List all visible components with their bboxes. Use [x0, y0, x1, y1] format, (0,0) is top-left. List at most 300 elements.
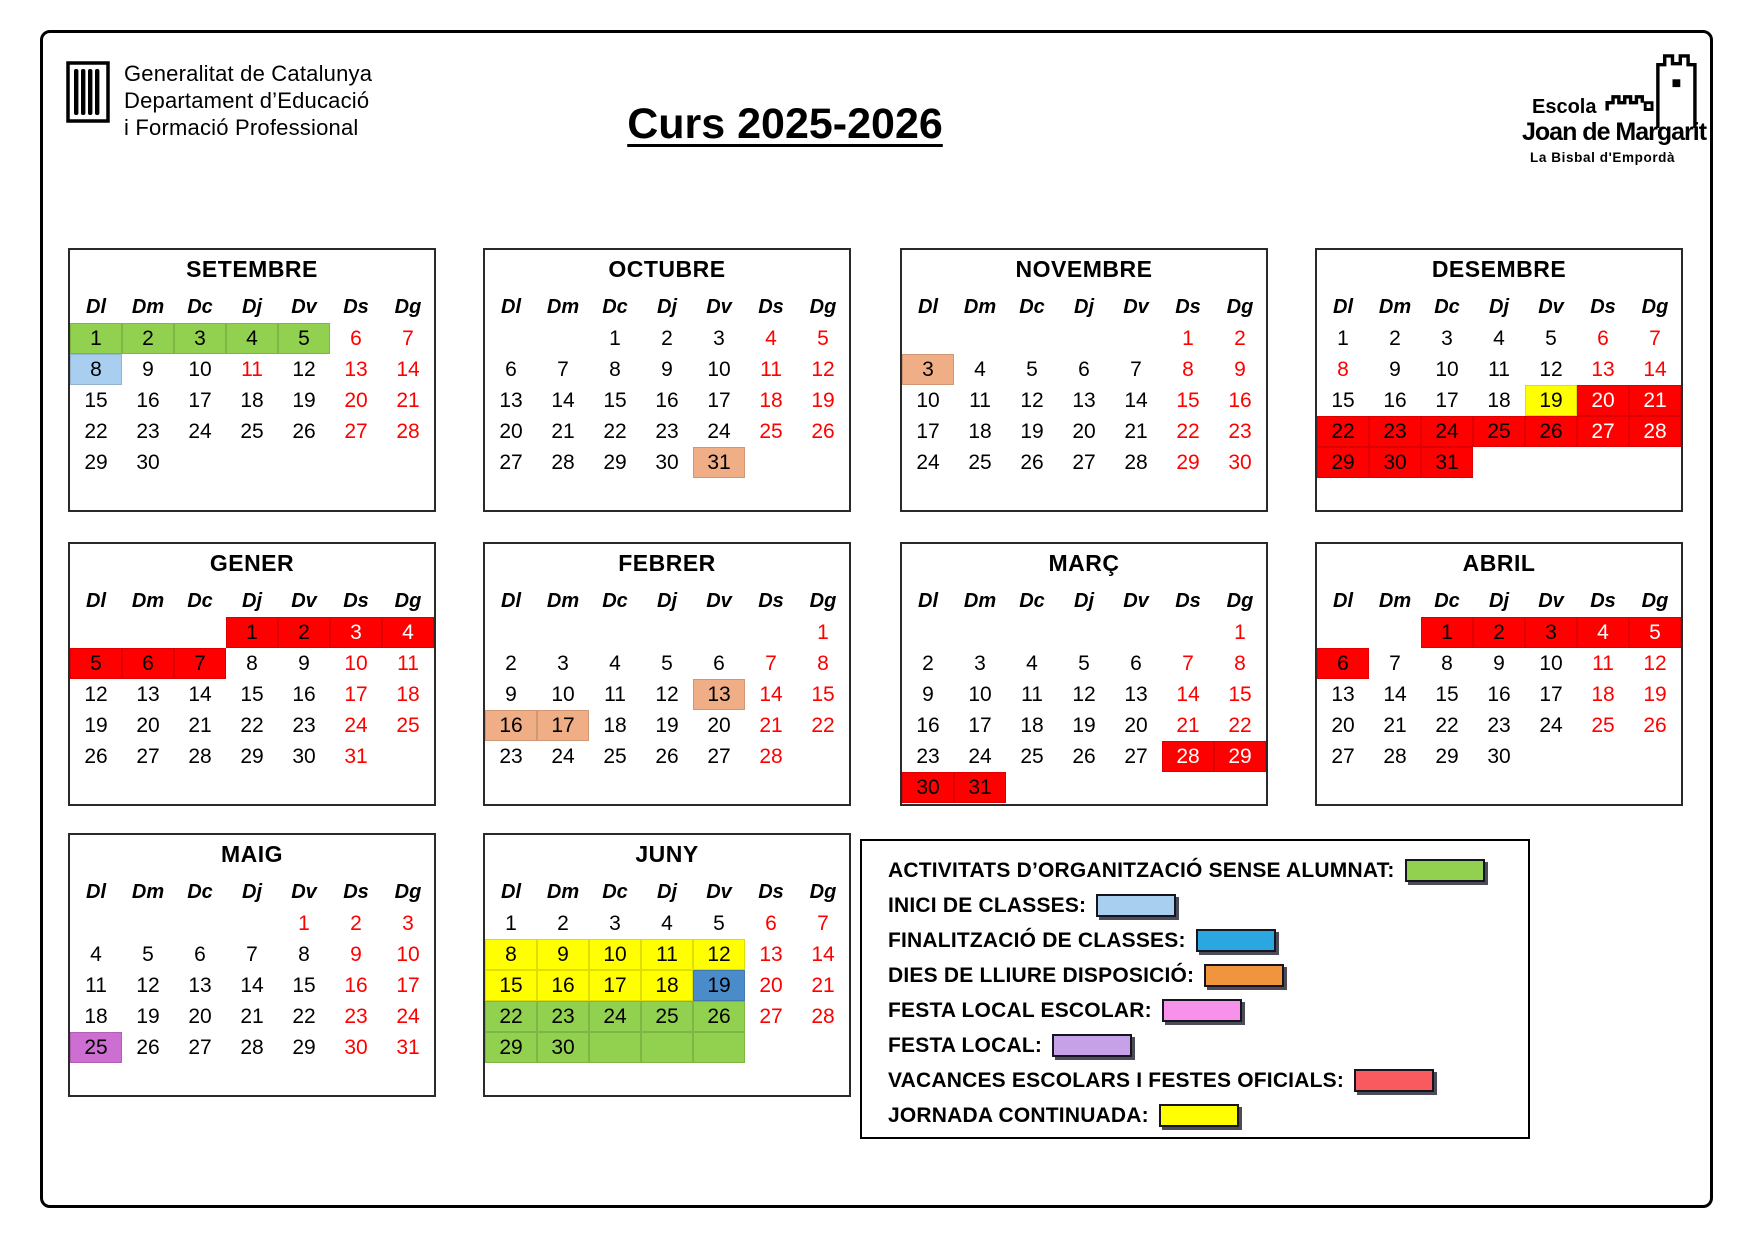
day-cell: 25 — [1473, 416, 1525, 447]
week-row — [485, 617, 849, 648]
day-cell: 5 — [1026, 357, 1038, 381]
day-cell-empty — [1162, 772, 1214, 803]
day-cell-empty — [797, 741, 849, 772]
day-cell: 24 — [968, 744, 992, 768]
day-cell: 10 — [344, 651, 368, 675]
legend-swatch-pink — [1162, 999, 1242, 1022]
day-cell: 6 — [765, 911, 777, 935]
day-cell: 15 — [1435, 682, 1459, 706]
day-cell-empty — [797, 447, 849, 478]
week-row — [1317, 354, 1681, 385]
day-cell: 25 — [603, 744, 627, 768]
legend-swatch-yellow — [1159, 1104, 1239, 1127]
day-cell-empty — [1577, 447, 1629, 478]
day-cell: 28 — [188, 744, 212, 768]
day-cell: 17 — [1435, 388, 1459, 412]
day-cell: 26 — [1643, 713, 1667, 737]
weekday-header: Dc — [187, 590, 213, 612]
day-cell: 29 — [603, 450, 627, 474]
day-cell: 27 — [188, 1035, 212, 1059]
day-cell: 21 — [1383, 713, 1407, 737]
weekday-header-row — [70, 586, 434, 617]
day-cell: 22 — [811, 713, 835, 737]
day-cell: 28 — [1162, 741, 1214, 772]
day-cell: 17 — [396, 973, 420, 997]
weekday-header: Dc — [187, 881, 213, 903]
month-abril — [1315, 542, 1683, 806]
day-cell: 11 — [241, 357, 263, 381]
legend-swatch-red_legend — [1354, 1069, 1434, 1092]
weekday-header: Dl — [86, 590, 106, 612]
weekday-header: Dv — [291, 881, 317, 903]
calendar-juny — [485, 877, 849, 1063]
day-cell: 9 — [142, 357, 154, 381]
week-row — [1317, 679, 1681, 710]
day-cell: 6 — [122, 648, 174, 679]
weekday-header: Dl — [918, 296, 938, 318]
day-cell: 1 — [226, 617, 278, 648]
day-cell: 21 — [1629, 385, 1681, 416]
month-title-marc: MARÇ — [1048, 550, 1120, 576]
day-cell: 16 — [655, 388, 679, 412]
calendar-desembre — [1317, 292, 1681, 478]
day-cell: 19 — [292, 388, 316, 412]
week-row — [70, 939, 434, 970]
day-cell: 9 — [505, 682, 517, 706]
weekday-header: Dg — [394, 590, 422, 612]
day-cell: 18 — [84, 1004, 108, 1028]
day-cell: 7 — [817, 911, 829, 935]
weekday-header: Dj — [1074, 296, 1094, 318]
day-cell: 7 — [174, 648, 226, 679]
week-row — [70, 1032, 434, 1063]
day-cell: 16 — [916, 713, 940, 737]
legend-label: FINALITZACIÓ DE CLASSES: — [888, 928, 1186, 952]
legend-label: JORNADA CONTINUADA: — [888, 1103, 1149, 1127]
day-cell: 9 — [537, 939, 589, 970]
day-cell: 19 — [655, 713, 679, 737]
org-name — [124, 60, 372, 141]
day-cell: 10 — [589, 939, 641, 970]
day-cell: 27 — [136, 744, 160, 768]
day-cell: 21 — [811, 973, 835, 997]
day-cell: 22 — [1176, 419, 1200, 443]
weekday-header-row — [70, 292, 434, 323]
day-cell-empty — [485, 323, 537, 354]
day-cell: 4 — [974, 357, 986, 381]
week-row — [1317, 710, 1681, 741]
day-cell: 31 — [344, 744, 368, 768]
day-cell: 21 — [240, 1004, 264, 1028]
weekday-header: Dv — [1538, 590, 1564, 612]
day-cell: 11 — [760, 357, 782, 381]
day-cell-empty — [382, 447, 434, 478]
day-cell-empty — [122, 908, 174, 939]
day-cell: 9 — [298, 651, 310, 675]
week-row — [70, 908, 434, 939]
day-cell: 24 — [344, 713, 368, 737]
weekday-header: Dm — [546, 881, 580, 903]
day-cell-empty — [589, 617, 641, 648]
day-cell-empty — [693, 1032, 745, 1063]
day-cell: 27 — [707, 744, 731, 768]
month-title-desembre: DESEMBRE — [1431, 256, 1567, 282]
week-row — [70, 416, 434, 447]
weekday-header: Dv — [291, 296, 317, 318]
weekday-header-row — [485, 877, 849, 908]
day-cell: 3 — [974, 651, 986, 675]
week-row — [70, 447, 434, 478]
day-cell: 19 — [84, 713, 108, 737]
day-cell: 8 — [70, 354, 122, 385]
day-cell: 7 — [1389, 651, 1401, 675]
month-febrer — [483, 542, 851, 806]
day-cell: 16 — [1487, 682, 1511, 706]
legend-item — [888, 923, 1528, 958]
weekday-header: Ds — [1590, 296, 1616, 318]
weekday-header: Dc — [187, 296, 213, 318]
legend-label: ACTIVITATS D’ORGANITZACIÓ SENSE ALUMNAT: — [888, 858, 1395, 882]
week-row — [902, 354, 1266, 385]
week-row — [70, 648, 434, 679]
weekday-header: Dl — [501, 296, 521, 318]
day-cell: 13 — [499, 388, 523, 412]
week-row — [70, 1001, 434, 1032]
day-cell: 21 — [1176, 713, 1200, 737]
day-cell: 17 — [968, 713, 992, 737]
month-title-abril: ABRIL — [1462, 550, 1536, 576]
weekday-header: Ds — [1175, 296, 1201, 318]
day-cell: 28 — [811, 1004, 835, 1028]
day-cell-empty — [902, 617, 954, 648]
weekday-header: Dv — [1123, 590, 1149, 612]
day-cell: 10 — [707, 357, 731, 381]
calendar-marc — [902, 586, 1266, 803]
org-line-3: i Formació Professional — [124, 115, 359, 140]
day-cell: 27 — [499, 450, 523, 474]
week-row — [902, 648, 1266, 679]
day-cell: 16 — [136, 388, 160, 412]
weekday-header: Ds — [1590, 590, 1616, 612]
day-cell: 23 — [136, 419, 160, 443]
day-cell: 27 — [759, 1004, 783, 1028]
day-cell-empty — [174, 617, 226, 648]
week-row — [902, 772, 1266, 803]
day-cell: 22 — [240, 713, 264, 737]
week-row — [902, 679, 1266, 710]
day-cell-empty — [485, 617, 537, 648]
weekday-header: Dj — [1074, 590, 1094, 612]
week-row — [485, 970, 849, 1001]
legend-label: FESTA LOCAL: — [888, 1033, 1043, 1057]
month-title-febrer: FEBRER — [618, 550, 716, 576]
weekday-header: Dj — [1489, 590, 1509, 612]
day-cell: 9 — [1493, 651, 1505, 675]
weekday-header: Dm — [131, 881, 165, 903]
day-cell-empty — [1577, 741, 1629, 772]
day-cell: 15 — [292, 973, 316, 997]
day-cell: 28 — [240, 1035, 264, 1059]
day-cell: 27 — [1577, 416, 1629, 447]
day-cell: 20 — [188, 1004, 212, 1028]
day-cell: 16 — [537, 970, 589, 1001]
weekday-header: Dg — [809, 590, 837, 612]
week-row — [70, 741, 434, 772]
day-cell: 24 — [396, 1004, 420, 1028]
day-cell: 24 — [1421, 416, 1473, 447]
weekday-header-row — [1317, 586, 1681, 617]
legend-item — [888, 1028, 1528, 1063]
weekday-header: Dc — [1434, 296, 1460, 318]
day-cell: 4 — [609, 651, 621, 675]
weekday-header: Dm — [1378, 590, 1412, 612]
day-cell: 14 — [759, 682, 783, 706]
day-cell: 1 — [70, 323, 122, 354]
day-cell-empty — [1369, 617, 1421, 648]
week-row — [70, 323, 434, 354]
day-cell: 13 — [1072, 388, 1096, 412]
weekday-header: Dj — [242, 296, 262, 318]
day-cell-empty — [70, 908, 122, 939]
day-cell-empty — [693, 617, 745, 648]
day-cell: 12 — [811, 357, 835, 381]
weekday-header: Dl — [1333, 590, 1353, 612]
day-cell: 7 — [402, 326, 414, 350]
day-cell: 23 — [916, 744, 940, 768]
weekday-header: Dj — [657, 590, 677, 612]
day-cell-empty — [745, 1032, 797, 1063]
day-cell: 13 — [1124, 682, 1148, 706]
day-cell: 23 — [499, 744, 523, 768]
month-gener — [68, 542, 436, 806]
day-cell: 23 — [655, 419, 679, 443]
day-cell: 10 — [1435, 357, 1459, 381]
day-cell: 30 — [537, 1032, 589, 1063]
day-cell: 23 — [1369, 416, 1421, 447]
day-cell: 7 — [765, 651, 777, 675]
day-cell: 17 — [589, 970, 641, 1001]
week-row — [485, 710, 849, 741]
day-cell: 1 — [817, 620, 829, 644]
day-cell: 20 — [1577, 385, 1629, 416]
calendar-maig — [70, 877, 434, 1063]
day-cell: 29 — [1435, 744, 1459, 768]
day-cell: 17 — [188, 388, 212, 412]
weekday-header: Dg — [809, 881, 837, 903]
day-cell: 6 — [713, 651, 725, 675]
week-row — [902, 385, 1266, 416]
day-cell: 8 — [1182, 357, 1194, 381]
day-cell: 22 — [292, 1004, 316, 1028]
day-cell: 8 — [1337, 357, 1349, 381]
day-cell: 10 — [188, 357, 212, 381]
day-cell: 16 — [1383, 388, 1407, 412]
day-cell: 18 — [240, 388, 264, 412]
day-cell: 4 — [1493, 326, 1505, 350]
day-cell: 17 — [707, 388, 731, 412]
day-cell: 25 — [240, 419, 264, 443]
week-row — [902, 710, 1266, 741]
weekday-header: Dc — [1019, 590, 1045, 612]
day-cell: 30 — [136, 450, 160, 474]
day-cell: 29 — [1176, 450, 1200, 474]
weekday-header-row — [902, 292, 1266, 323]
week-row — [485, 354, 849, 385]
day-cell: 13 — [136, 682, 160, 706]
day-cell: 6 — [1130, 651, 1142, 675]
day-cell: 25 — [1591, 713, 1615, 737]
day-cell: 2 — [505, 651, 517, 675]
weekday-header: Dl — [501, 590, 521, 612]
day-cell: 29 — [84, 450, 108, 474]
day-cell: 6 — [1597, 326, 1609, 350]
day-cell: 5 — [70, 648, 122, 679]
week-row — [1317, 741, 1681, 772]
day-cell: 15 — [84, 388, 108, 412]
day-cell: 31 — [693, 447, 745, 478]
day-cell: 12 — [1643, 651, 1667, 675]
day-cell: 30 — [655, 450, 679, 474]
day-cell: 11 — [969, 388, 991, 412]
day-cell: 31 — [1421, 447, 1473, 478]
week-row — [1317, 447, 1681, 478]
weekday-header: Ds — [343, 590, 369, 612]
week-row — [902, 323, 1266, 354]
legend-item — [888, 1098, 1528, 1133]
day-cell-empty — [226, 447, 278, 478]
day-cell: 23 — [537, 1001, 589, 1032]
day-cell: 5 — [278, 323, 330, 354]
month-maig — [68, 833, 436, 1097]
weekday-header: Dv — [706, 590, 732, 612]
org-line-1: Generalitat de Catalunya — [124, 61, 373, 86]
week-row — [485, 648, 849, 679]
day-cell: 3 — [609, 911, 621, 935]
weekday-header: Dl — [86, 296, 106, 318]
day-cell-empty — [1058, 617, 1110, 648]
day-cell-empty — [745, 617, 797, 648]
day-cell: 3 — [402, 911, 414, 935]
day-cell: 12 — [1539, 357, 1563, 381]
day-cell: 29 — [1214, 741, 1266, 772]
day-cell: 24 — [188, 419, 212, 443]
weekday-header-row — [1317, 292, 1681, 323]
day-cell: 28 — [396, 419, 420, 443]
day-cell: 1 — [1182, 326, 1194, 350]
week-row — [485, 323, 849, 354]
month-setembre — [68, 248, 436, 512]
day-cell: 18 — [603, 713, 627, 737]
day-cell: 6 — [505, 357, 517, 381]
week-row — [485, 1032, 849, 1063]
day-cell-empty — [641, 1032, 693, 1063]
day-cell: 29 — [292, 1035, 316, 1059]
week-row — [485, 416, 849, 447]
day-cell: 4 — [382, 617, 434, 648]
legend-swatch-lightblue — [1096, 894, 1176, 917]
day-cell: 13 — [1591, 357, 1615, 381]
day-cell: 18 — [641, 970, 693, 1001]
day-cell: 2 — [557, 911, 569, 935]
calendar-gener — [70, 586, 434, 772]
day-cell: 10 — [551, 682, 575, 706]
weekday-header: Dj — [657, 296, 677, 318]
day-cell-empty — [1473, 447, 1525, 478]
day-cell: 18 — [1487, 388, 1511, 412]
day-cell: 23 — [292, 713, 316, 737]
week-row — [485, 1001, 849, 1032]
week-row — [1317, 416, 1681, 447]
weekday-header: Dv — [291, 590, 317, 612]
week-row — [485, 679, 849, 710]
weekday-header: Ds — [343, 881, 369, 903]
day-cell: 8 — [817, 651, 829, 675]
day-cell: 29 — [240, 744, 264, 768]
weekday-header: Ds — [758, 296, 784, 318]
weekday-header: Dm — [1378, 296, 1412, 318]
weekday-header: Dg — [1641, 296, 1669, 318]
day-cell: 6 — [194, 942, 206, 966]
day-cell: 22 — [485, 1001, 537, 1032]
week-row — [902, 416, 1266, 447]
day-cell-empty — [1317, 617, 1369, 648]
month-juny — [483, 833, 851, 1097]
day-cell: 2 — [278, 617, 330, 648]
day-cell: 27 — [1072, 450, 1096, 474]
day-cell: 18 — [968, 419, 992, 443]
day-cell: 8 — [485, 939, 537, 970]
day-cell: 28 — [1383, 744, 1407, 768]
day-cell-empty — [1110, 617, 1162, 648]
calendar-novembre — [902, 292, 1266, 478]
day-cell: 15 — [811, 682, 835, 706]
day-cell: 22 — [1228, 713, 1252, 737]
legend-swatch-blue — [1196, 929, 1276, 952]
day-cell: 18 — [396, 682, 420, 706]
day-cell-empty — [902, 323, 954, 354]
day-cell: 12 — [1072, 682, 1096, 706]
day-cell: 7 — [1130, 357, 1142, 381]
week-row — [1317, 323, 1681, 354]
day-cell: 9 — [661, 357, 673, 381]
month-octubre — [483, 248, 851, 512]
day-cell: 30 — [902, 772, 954, 803]
page-title: Curs 2025-2026 — [627, 100, 943, 148]
day-cell: 13 — [759, 942, 783, 966]
day-cell: 22 — [1435, 713, 1459, 737]
week-row — [1317, 385, 1681, 416]
day-cell: 26 — [693, 1001, 745, 1032]
day-cell: 17 — [344, 682, 368, 706]
legend-swatch-orange — [1204, 964, 1284, 987]
day-cell-empty — [1525, 447, 1577, 478]
day-cell: 21 — [396, 388, 420, 412]
weekday-header: Dj — [1489, 296, 1509, 318]
day-cell: 20 — [499, 419, 523, 443]
legend-label: FESTA LOCAL ESCOLAR: — [888, 998, 1152, 1022]
day-cell: 3 — [902, 354, 954, 385]
day-cell: 26 — [1072, 744, 1096, 768]
day-cell: 15 — [1228, 682, 1252, 706]
day-cell: 2 — [661, 326, 673, 350]
day-cell-empty — [745, 447, 797, 478]
day-cell: 3 — [174, 323, 226, 354]
day-cell-empty — [226, 908, 278, 939]
day-cell-empty — [797, 1032, 849, 1063]
day-cell: 20 — [1124, 713, 1148, 737]
day-cell: 3 — [1525, 617, 1577, 648]
day-cell: 31 — [954, 772, 1006, 803]
